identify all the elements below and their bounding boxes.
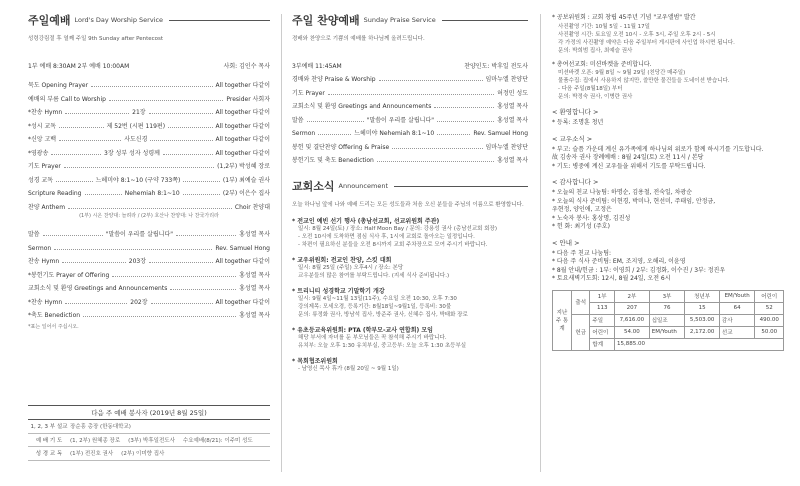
praise-item: [292, 124, 528, 138]
item-person: (1부) 최예슬 권사: [222, 176, 270, 184]
guide-line: * 8월 안내/헌금 : 1부: 이영희 / 2부: 김정화, 이수진 / 3부: 정진우: [552, 266, 726, 274]
offering-label: 헌금: [572, 314, 590, 350]
news-line: 일시: 9월 4일~11월 13일(11주), 수요일 오전 10:30, 오후 7:30: [298, 296, 457, 302]
item-label: *찬송 Hymn: [28, 109, 63, 116]
item-person: 홍성열 목사: [497, 103, 528, 110]
item-label: *성시 교독: [28, 122, 57, 130]
guide-line: * 토요새벽기도회: 12시, 8월 24일, 오전 6시: [552, 275, 671, 282]
guide-line: * 다음 주 식사 준비팀: EM, 조지영, 오해리, 이윤영: [552, 258, 686, 265]
news-line: - 차편이 필요하신 분들을 오전 8시까지 교회 주차장으로 모여 주시기 바랍니다.: [298, 242, 488, 248]
news-line: - 남영신 목사 휴가 (8월 20일 ~ 9월 1일): [298, 366, 399, 372]
member-news-line: * 부고: 슬픔 가운데 계신 유가족에게 하나님의 위로가 함께 하시기를 기도합니다.: [552, 145, 764, 153]
service-item: [28, 76, 270, 90]
service-item: [28, 170, 270, 184]
column-divider: [540, 14, 541, 472]
thanks-line: 우현정, 양인애, 고정은: [552, 206, 612, 213]
item-person: 홍성열 목사: [239, 312, 270, 319]
notice-line: 각 가정의 사진촬영 예약은 다음 주일부터 게시판에 사인업 하시면 됩니다.: [558, 39, 735, 46]
item-person: All together 다같이: [215, 149, 271, 157]
title-rule: [169, 20, 270, 21]
notice-block: [552, 61, 784, 102]
item-detail: 느헤미야 Nehemiah 8:1~10: [354, 130, 435, 137]
total-label: 합계: [590, 338, 615, 350]
item-detail: 3장 성부 성자 성령께: [104, 149, 160, 157]
choir-note: (1부) 시온 찬양대: 늘려라 / (2부) 호산나 찬양대: 나 찬국가리라: [79, 212, 219, 219]
praise-time-row: [292, 56, 528, 70]
item-label: 찬송 Hymn: [28, 258, 60, 265]
service-item: [28, 130, 270, 144]
thanks-line: * 오늘의 친교 나눔팀: 하명순, 김용철, 전숙일, 차광순: [552, 189, 693, 196]
praise-column: [292, 0, 528, 379]
item-label: *신앙 고백: [28, 136, 57, 143]
news-item: [292, 216, 528, 249]
service-item: [28, 103, 270, 117]
item-label: 봉헌 및 결단찬양 Offering & Praise: [292, 143, 390, 151]
item-detail: 제 52번 (시편 119편): [106, 122, 166, 130]
item-label: 말씀: [28, 231, 40, 238]
worship-title: [28, 12, 270, 28]
news-title-en: Announcement: [338, 182, 388, 190]
item-person: All together 다같이: [215, 82, 270, 89]
service-times: 1부 예배 8:30AM 2부 예배 10:00AM: [28, 62, 130, 70]
item-detail: 202장: [130, 298, 148, 306]
item-person: All together 다같이: [215, 258, 271, 265]
notice-line: 미션바켓 오픈: 9월 8일 ~ 9월 29일 (친당간 매주일): [558, 70, 686, 76]
worship-column: [28, 0, 271, 458]
item-person: All together 다같이: [215, 122, 270, 130]
service-item: [28, 292, 270, 306]
item-person: 임마누엘 찬양단: [485, 143, 528, 151]
servant-row: [28, 420, 270, 434]
news-heading: * 유초등교육위원회: PTA (학부모-교사 연합회) 모임: [292, 327, 433, 334]
item-person: 홍성열 목사: [239, 271, 270, 279]
notice-line: 문의: 박희범 집사, 최예슬 권사: [558, 47, 633, 54]
service-item: [28, 238, 270, 252]
praise-title-en: Sunday Praise Service: [363, 16, 436, 24]
news-item: [292, 356, 528, 373]
news-list: [292, 216, 528, 373]
praise-item: [292, 97, 528, 111]
servant-row: [28, 447, 270, 461]
news-heading: * 트리니티 성경학교 기말학기 개강: [292, 288, 385, 295]
item-label: 성경 교독: [28, 176, 54, 184]
praise-leader: 찬양인도: 박후일 전도사: [464, 62, 528, 70]
item-detail: Nehemiah 8:1~10: [124, 190, 180, 197]
item-person: Rev. Samuel Hong: [473, 130, 529, 137]
total-value: 15,885.00: [615, 338, 784, 350]
news-item: [292, 325, 528, 350]
stats-side-label: 지난 주 통계: [553, 290, 572, 350]
notice-block: [552, 14, 784, 55]
item-person: All together 다같이: [215, 298, 271, 306]
order-of-service-2: [28, 225, 270, 320]
service-item: [28, 225, 270, 239]
servant-name: (1부) 전진호 권사: [70, 451, 114, 458]
notice-line: 물품수집: 집에서 사용하지 않지만, 쓸만한 물건들을 도네이션 받습니다.: [558, 78, 730, 84]
item-person: 임마누엘 찬양단: [485, 76, 528, 83]
servant-name: (3부) 박후일전도사: [128, 437, 175, 444]
item-label: *영광송: [28, 149, 49, 157]
news-item: [292, 286, 528, 319]
item-detail: 203장: [128, 258, 146, 265]
item-person: Presider 사회자: [226, 95, 270, 103]
item-label: Sermon: [28, 244, 52, 252]
news-line: 일시: 8월 25일 (주일) 오후4시 / 장소: 본당: [298, 265, 404, 271]
notice-heading: * 공보위원회 : 교회 창립 45주년 기념 "교우앨범" 발간: [552, 14, 696, 21]
attendance-table: 지난 주 통계 출석 1부 2부 3부 청년부 EM/Youth 어린이 113 207 76 15 64 52 헌금 주일 7,616.00 십일조 5,503.00 감사 490.00 어린이 54.00 EM/Youth 2,172.00 선교 50.00 합계 15,885.00: [552, 290, 784, 351]
notice-line: 사진촬영 시간: 토요일 오전 10시 - 오후 3시, 주일 오후 2시 - 5시: [558, 31, 716, 38]
news-line: 교우분들의 많은 참여를 부탁드립니다. (지세 식사 준비됩니다.): [298, 273, 450, 279]
item-person: Rev. Samuel Hong: [215, 244, 270, 252]
praise-item: [292, 151, 528, 165]
praise-time: 3부예배 11:45AM: [292, 62, 342, 70]
notice-heading: * 총여선교회: 미션바켓을 준비합니다.: [552, 60, 652, 68]
servant-name: (1, 2부) 원혜종 장로: [70, 437, 121, 444]
worship-title-en: Lord's Day Worship Service: [74, 16, 164, 24]
welcome-heading: < 환영합니다 >: [552, 108, 599, 116]
service-item: [28, 265, 270, 279]
item-person: 허정민 성도: [497, 89, 528, 97]
item-label: 교회소식 및 환영 Greetings and Announcements: [292, 103, 432, 110]
praise-order: [292, 70, 528, 165]
service-item: [28, 252, 270, 266]
title-rule: [442, 20, 528, 21]
item-detail: 21장: [132, 109, 146, 116]
item-label: 교회소식 및 환영 Greetings and Announcements: [28, 285, 168, 292]
item-detail: "말씀이 우리를 살립니다": [105, 231, 173, 238]
praise-item: [292, 137, 528, 151]
item-person: All together 다같이: [215, 109, 271, 116]
thanks-line: * 노숙자 봉사: 홍상명, 김진성: [552, 214, 631, 222]
item-label: 묵도 Opening Prayer: [28, 82, 89, 89]
item-label: *봉헌기도 Prayer of Offering: [28, 271, 110, 279]
item-person: 홍성열 목사: [239, 285, 270, 292]
service-item: [28, 306, 270, 320]
service-times-row: [28, 56, 270, 70]
item-label: 기도 Prayer: [292, 89, 325, 97]
news-line: 해당 부서에 자녀를 둔 부모님들은 꼭 참석해 주시기 바랍니다.: [298, 335, 447, 341]
welcome-line: * 등록: 조명훈 청년: [552, 119, 604, 126]
title-rule: [394, 186, 528, 187]
item-label: 예배의 부름 Call to Worship: [28, 95, 106, 103]
item-label: 기도 Prayer: [28, 163, 61, 170]
news-title-ko: 교회소식: [292, 180, 335, 193]
service-item: [28, 143, 270, 157]
item-person: 홍성열 목사: [497, 157, 528, 164]
notices-column: [552, 14, 784, 351]
praise-item: [292, 83, 528, 97]
news-heading: * 전교인 예빈 선기 행사 (총남선교회, 선교위원회 주관): [292, 218, 440, 225]
item-person: Choir 찬양대: [234, 203, 270, 211]
praise-subtitle: 경배와 찬양으로 기쁨의 예배를 하나님께 올려드립니다.: [292, 36, 425, 42]
praise-item: [292, 70, 528, 84]
praise-item: [292, 110, 528, 124]
item-person: (2부) 이은수 집사: [222, 190, 271, 197]
servant-role: 성 경 교 독: [35, 451, 63, 458]
news-subtitle: 오늘 하나님 앞에 나와 예배 드리는 모든 성도들과 처음 오신 분들을 주님의 이름으로 환영합니다.: [292, 202, 524, 208]
news-heading: * 교우위원회: 전교인 찬양, 스킷 대회: [292, 257, 392, 264]
item-detail: 사도신경: [124, 136, 148, 143]
item-detail: "말씀이 우리를 살립니다": [366, 116, 434, 124]
column-divider: [281, 14, 282, 472]
item-label: Sermon: [292, 130, 316, 137]
news-title: [292, 178, 528, 194]
service-item: [28, 157, 270, 171]
servant-name: (2부) 이미향 집사: [121, 451, 165, 458]
member-news-line: 故 김송자 권사 장례예배 : 8월 24일(토) 오전 11시 / 본당: [552, 154, 704, 161]
thanks-line: * 오늘의 식사 준비팀: 이현경, 박미나, 현선미, 주태임, 안정금,: [552, 197, 716, 205]
next-week-servants: [28, 405, 270, 461]
news-line: 문의: 류정화 권사, 방남석 집사, 방준주 권사, 신혜수 집사, 박태화 장로: [298, 312, 468, 318]
service-item: [28, 116, 270, 130]
member-news-heading: < 교우소식 >: [552, 134, 593, 143]
worship-subtitle: 성령강림절 후 열째 주일 9th Sunday after Pentecost: [28, 36, 164, 42]
guide-heading: < 안내 >: [552, 238, 580, 247]
item-label: 찬양 Anthem: [28, 203, 66, 211]
thanks-heading: < 감사합니다 >: [552, 178, 599, 186]
servant-name: 수요예배(8/21): 이주미 성도: [182, 437, 253, 444]
notice-line: - 다음 주일(8월18일) 부터: [558, 86, 623, 92]
service-item: [28, 89, 270, 103]
servant-role: 1, 2, 3 부 설교: [30, 424, 68, 431]
praise-title-ko: 주일 찬양예배: [292, 14, 360, 27]
standing-note: *표는 일어서 주십시오.: [28, 324, 79, 330]
praise-title: [292, 12, 528, 28]
item-person: All together 다같이: [215, 136, 271, 143]
item-person: 홍성열 목사: [497, 116, 528, 124]
guide-line: * 다음 주 친교 나눔팀:: [552, 249, 612, 257]
news-line: 유치부: 오늘 오후 1:30 유치부실, 중고등부: 오늘 오후 1:30 초등부실: [298, 343, 467, 349]
attendance-label: 출석: [572, 290, 590, 314]
servant-row: [28, 434, 270, 448]
news-heading: * 목회협조위원회: [292, 358, 338, 365]
notice-line: 사진촬영 기간: 10월 5일 - 11월 17일: [558, 23, 650, 30]
service-item: [28, 279, 270, 293]
item-detail: 느헤미야 8:1~10 (구약 733쪽): [95, 176, 181, 184]
news-line: 강의제목: 모세오경, 등록기간: 8월18일~9월1일, 등록비: 30불: [298, 304, 452, 310]
item-label: 봉헌기도 및 축도 Benediction: [292, 157, 374, 164]
service-item: [28, 197, 270, 211]
notice-line: 문의: 박정숙 권사, 이병란 권사: [558, 94, 633, 100]
item-label: Scripture Reading: [28, 190, 82, 197]
item-label: 말씀: [292, 116, 304, 124]
item-person: 홍성열 목사: [239, 231, 270, 238]
service-item: [28, 184, 270, 198]
news-line: - 오전 10시에 도착하면 점심 식사 후, 1시에 교회로 돌아오는 일정입니다.: [298, 234, 475, 240]
order-of-service: [28, 76, 270, 211]
servants-title: 다음 주 예배 봉사자 (2019년 8월 25일): [28, 405, 270, 420]
worship-title-ko: 주일예배: [28, 14, 71, 27]
servant-role: 예 배 기 도: [35, 437, 63, 444]
item-label: 경배와 찬양 Praise & Worship: [292, 76, 376, 83]
member-news-line: * 기도: 병중에 계신 교우들을 위해서 기도를 부탁드립니다.: [552, 162, 706, 170]
servant-name: 장순흥 총장 (한동대학교): [70, 424, 131, 431]
news-item: [292, 255, 528, 280]
item-person: (1,2부) 박성혜 장로: [217, 163, 270, 170]
item-label: *찬송 Hymn: [28, 298, 63, 306]
news-line: 일시: 8월 24일(토) / 장소: Half Moon Bay / 문의: 강용성 권사 (총남선교회 회장): [298, 226, 497, 232]
item-label: *축도 Benediction: [28, 312, 81, 319]
officiant: 사회: 김인수 목사: [223, 62, 270, 70]
thanks-line: * 헌 화: 최기성 (주호): [552, 223, 610, 230]
